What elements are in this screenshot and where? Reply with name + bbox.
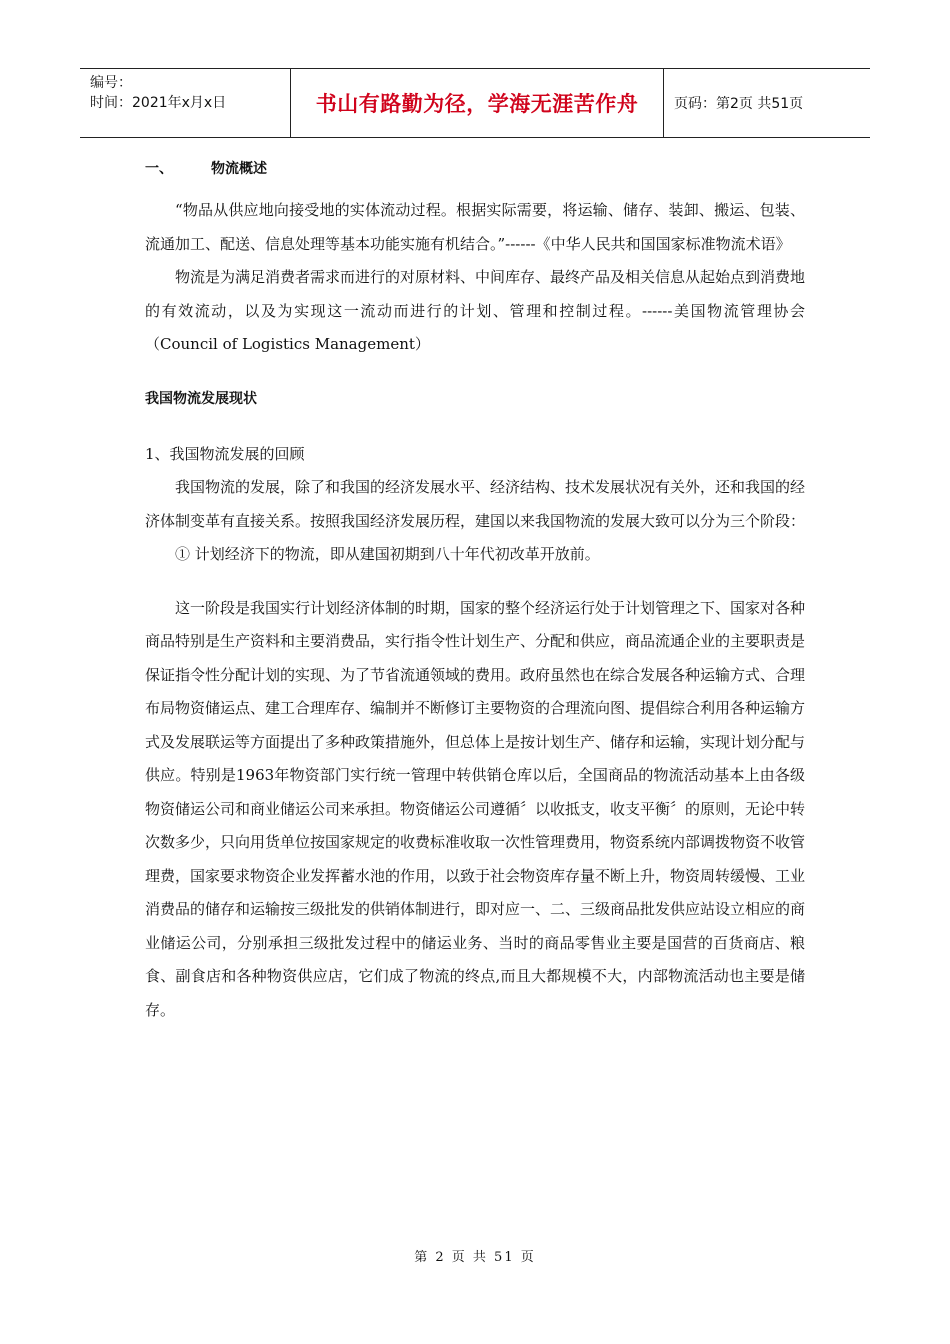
page-footer: 第 2 页 共 51 页 <box>414 1250 536 1265</box>
page-header <box>80 68 870 138</box>
paragraph-stage-1-detail: 这一阶段是我国实行计划经济体制的时期，国家的整个经济运行处于计划管理之下、国家对各种商品特别是生产资料和主要消费品，实行指令性计划生产、分配和供应，商品流通企业的主要职责是保证指令性分配计划的实现、为了节省流通领域的费用。政府虽然也在综合发展各种运输方式、合理布局物资储运点、建工合理库存、编制并不断修订主要物资的合理流向图、提倡综合利用各种运输方式及发展联运等方面提出了多种政策措施外，但总体上是按计划生产、储存和运输，实现计划分配与供应。特别是1963年物资部门实行统一管理中转供销仓库以后，全国商品的物流活动基本上由各级物资储运公司和商业储运公司来承担。物资储运公司遵循〞以收抵支，收支平衡〞的原则，无论中转次数多少，只向用货单位按国家规定的收费标准收取一次性管理费用，物资系统内部调拨物资不收管理费，国家要求物资企业发挥蓄水池的作用，以致于社会物资库存量不断上升，物资周转缓慢、工业消费品的储存和运输按三级批发的供销体制进行，即对应一、二、三级商品批发供应站设立相应的商业储运公司，分别承担三级批发过程中的储运业务、当时的商品零售业主要是国营的百货商店、粮食、副食店和各种物资供应店，它们成了物流的终点,而且大都规模不大，内部物流活动也主要是储存。 <box>145 598 806 1019</box>
header-number: 编号： <box>90 75 132 91</box>
section-number: 一、 <box>145 161 173 177</box>
section-heading-status: 我国物流发展现状 <box>145 390 257 407</box>
paragraph-definition-us: 物流是为满足消费者需求而进行的对原材料、中间库存、最终产品及相关信息从起始点到消费地的有效流动，以及为实现这一流动而进行的计划、管理和控制过程。------美国物流管理协会（Council of Logistics Management） <box>145 268 806 353</box>
header-page-info: 页码：第2页 共51页 <box>674 96 804 112</box>
header-date: 时间：2021年x月x日 <box>90 95 227 111</box>
subsection-title: 1、我国物流发展的回顾 <box>145 444 305 463</box>
header-meta <box>80 69 290 137</box>
section-heading <box>145 158 805 180</box>
paragraph-definition-cn: “物品从供应地向接受地的实体流动过程。根据实际需要，将运输、储存、装卸、搬运、包装、流通加工、配送、信息处理等基本功能实施有机结合。”------《中华人民共和国国家标准物流术语》 <box>145 201 805 253</box>
section-title: 物流概述 <box>211 161 267 177</box>
paragraph-overview: 我国物流的发展，除了和我国的经济发展水平、经济结构、技术发展状况有关外，还和我国的经济体制变革有直接关系。按照我国经济发展历程，建国以来我国物流的发展大致可以分为三个阶段： <box>145 478 806 530</box>
header-motto: 书山有路勤为径，学海无涯苦作舟 <box>290 69 664 137</box>
paragraph-stage-1: ① 计划经济下的物流，即从建国初期到八十年代初改革开放前。 <box>175 545 600 563</box>
document-body <box>145 158 805 1027</box>
